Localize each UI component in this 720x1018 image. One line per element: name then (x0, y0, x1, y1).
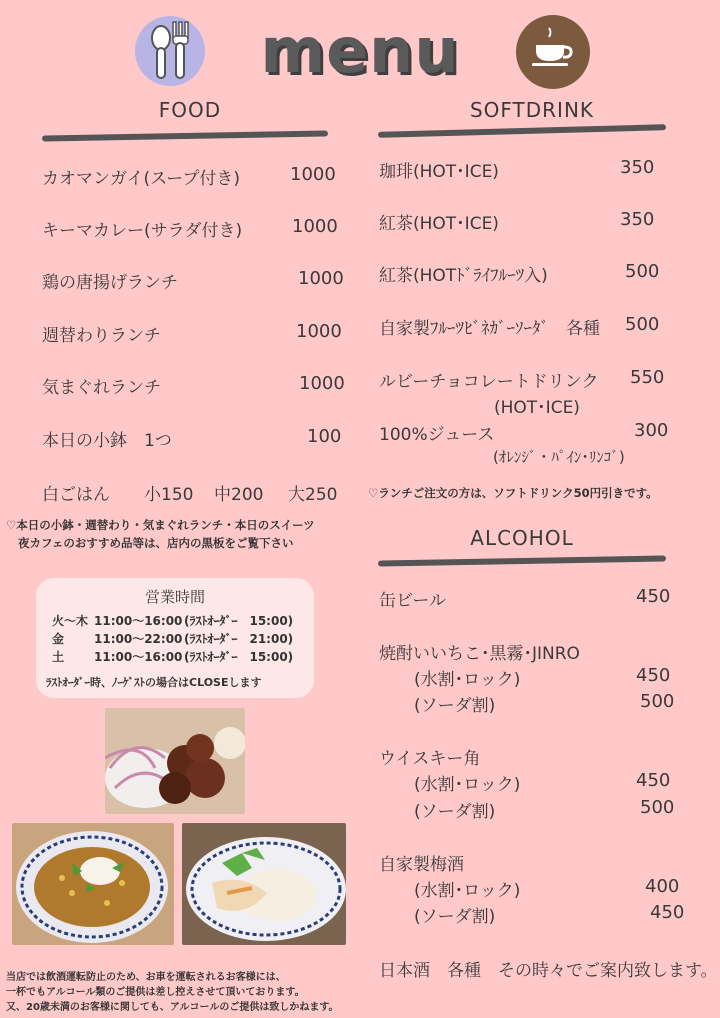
food-item-name: カオマンガイ(スープ付き) (42, 169, 241, 189)
hours-title: 営業時間 (144, 588, 205, 606)
drink-item-price: 350 (620, 209, 655, 230)
food-item-name: キーマカレー(サラダ付き) (42, 221, 243, 241)
footer-note-line: 当店では飲酒運転防止のため、お車を運転されるお客様には、 (6, 972, 286, 983)
drink-item-sub: (HOT･ICE) (494, 398, 580, 418)
alcohol-item-price: 500 (640, 797, 675, 818)
rice-small: 小150 (144, 485, 194, 505)
coffee-icon-circle (516, 15, 590, 89)
hours-last-order: (ﾗｽﾄｵｰﾀﾞｰ 15:00) (184, 650, 294, 664)
drink-item-price: 300 (634, 420, 669, 441)
food-item-name: 気まぐれランチ (42, 378, 161, 398)
alcohol-mix: (ソーダ割) (414, 696, 496, 716)
food-item-price: 1000 (296, 321, 342, 342)
food-note-line: 夜カフェのおすすめ品等は、店内の黒板をご覧下さい (18, 536, 294, 550)
business-hours-box (36, 578, 314, 698)
drink-item-sub: (ｵﾚﾝｼﾞ・ﾊﾟｲﾝ･ﾘﾝｺﾞ) (493, 448, 625, 466)
alcohol-item-name: 自家製梅酒 (379, 855, 464, 875)
drink-item-name: 紅茶(HOTﾄﾞﾗｲﾌﾙｰﾂ入) (379, 266, 548, 286)
rice-medium: 中200 (214, 485, 264, 505)
drink-item-name: 紅茶(HOT･ICE) (379, 214, 499, 234)
softdrink-brush-divider (378, 124, 666, 138)
alcohol-item-price: 450 (636, 586, 671, 607)
alcohol-item-name: 缶ビール (379, 591, 446, 611)
alcohol-mix: (水割･ロック) (414, 881, 521, 901)
drink-item-price: 550 (630, 367, 665, 388)
alcohol-brush-divider (378, 555, 666, 566)
alcohol-item-price: 500 (640, 691, 675, 712)
alcohol-item-name: ウイスキー角 (379, 749, 481, 769)
sake-line: 日本酒 各種 その時々でご案内致します。 (379, 961, 718, 981)
alcohol-heading: ALCOHOL (470, 526, 574, 550)
hours-day: 土 (52, 650, 65, 664)
hours-last-order: (ﾗｽﾄｵｰﾀﾞｰ 21:00) (184, 632, 294, 646)
food-item-price: 1000 (298, 268, 344, 289)
footer-note-line: 一杯でもアルコール類のご提供は差し控えさせて頂いております。 (6, 987, 305, 998)
hours-note: ﾗｽﾄｵｰﾀﾞｰ時、ﾉｰｹﾞｽﾄの場合はCLOSEします (46, 676, 262, 689)
food-item-price: 1000 (292, 216, 338, 237)
drink-item-price: 500 (625, 261, 660, 282)
alcohol-mix: (水割･ロック) (414, 670, 521, 690)
drink-item-price: 500 (625, 314, 660, 335)
food-item-price: 100 (307, 426, 342, 447)
drink-item-name: 珈琲(HOT･ICE) (379, 162, 499, 182)
coffee-cup-icon (516, 15, 590, 89)
drink-item-name: 100%ジュース (379, 425, 495, 445)
rice-large: 大250 (288, 485, 338, 505)
drink-item-name: 自家製ﾌﾙｰﾂﾋﾞﾈｶﾞｰｿｰﾀﾞ 各種 (379, 319, 600, 339)
alcohol-mix: (ソーダ割) (414, 802, 496, 822)
alcohol-mix: (水割･ロック) (414, 775, 521, 795)
food-heading: FOOD (158, 98, 222, 122)
footer-note-line: 又、20歳未満のお客様に関しても、アルコールのご提供は致しかねます。 (6, 1002, 339, 1013)
hours-time: 11:00～22:00 (94, 632, 183, 646)
food-item-name: 鶏の唐揚げランチ (42, 273, 178, 293)
page-title: menu (260, 14, 460, 87)
drink-discount-note: ♡ランチご注文の方は、ソフトドリンク50円引きです。 (368, 486, 658, 500)
alcohol-mix: (ソーダ割) (414, 907, 496, 927)
alcohol-item-price: 450 (636, 665, 671, 686)
softdrink-heading: SOFTDRINK (469, 98, 595, 122)
keema-curry-photo (12, 823, 174, 945)
alcohol-item-price: 450 (650, 902, 685, 923)
drink-item-name: ルビーチョコレートドリンク (379, 372, 599, 392)
food-item-price: 1000 (299, 373, 345, 394)
drink-item-price: 350 (620, 157, 655, 178)
hours-day: 金 (52, 632, 65, 646)
hours-time: 11:00～16:00 (94, 650, 183, 664)
alcohol-item-name: 焼酎いいちこ･黒霧･JINRO (379, 644, 580, 664)
hours-last-order: (ﾗｽﾄｵｰﾀﾞｰ 15:00) (184, 614, 294, 628)
food-item-name: 週替わりランチ (42, 326, 161, 346)
food-brush-divider (42, 131, 328, 142)
alcohol-item-price: 450 (636, 770, 671, 791)
rice-name: 白ごはん (42, 485, 110, 505)
alcohol-item-price: 400 (645, 876, 680, 897)
food-note-line: ♡本日の小鉢・週替わり・気まぐれランチ・本日のスイーツ (6, 518, 315, 532)
food-item-name: 本日の小鉢 1つ (42, 431, 172, 451)
khao-man-gai-photo (182, 823, 346, 945)
food-item-price: 1000 (290, 164, 336, 185)
hours-time: 11:00～16:00 (94, 614, 183, 628)
hours-day: 火～木 (52, 614, 89, 628)
karaage-photo (105, 708, 245, 814)
